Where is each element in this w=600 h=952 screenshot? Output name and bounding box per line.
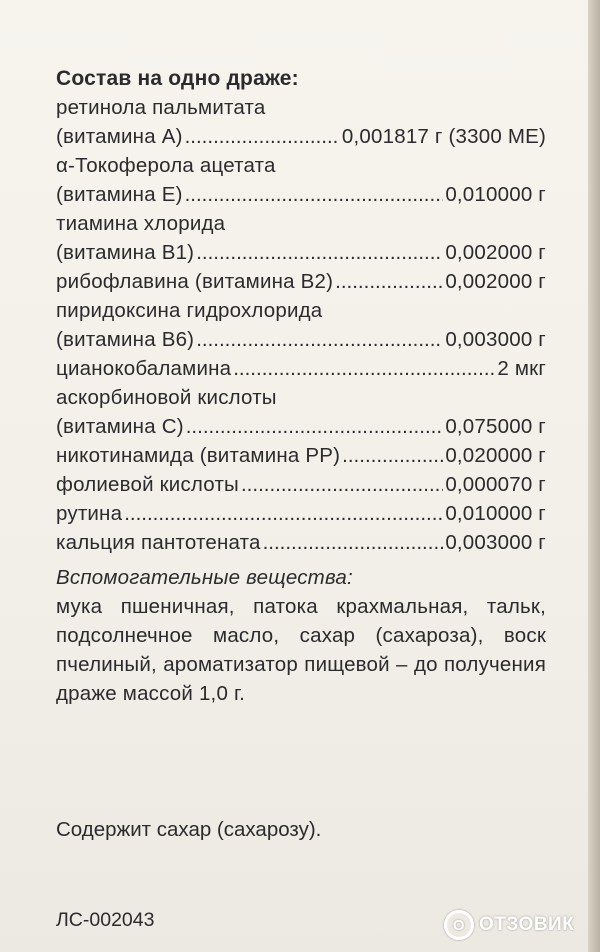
ingredient-amount: 0,002000 г — [445, 270, 546, 293]
ingredient-amount: 0,010000 г — [445, 502, 546, 525]
otzovik-logo-icon: О — [444, 910, 474, 940]
ingredient-label: рибофлавина (витамина В2) — [56, 270, 334, 293]
ingredient-dose-line — [56, 122, 546, 151]
ingredient-list — [56, 93, 546, 557]
ingredient-amount: 0,075000 г — [445, 415, 546, 438]
excipients-title: Вспомогательные вещества: — [56, 566, 353, 589]
dot-leader — [342, 441, 443, 470]
dot-leader — [263, 528, 444, 557]
ingredient-label: фолиевой кислоты — [56, 473, 239, 496]
dot-leader — [335, 267, 443, 296]
ingredient-dose-line — [56, 412, 546, 441]
ingredient-name-line: тиамина хлорида — [56, 212, 226, 235]
ingredient-label: рутина — [56, 502, 123, 525]
ingredient-label: (витамина В1) — [56, 241, 195, 264]
ingredient-label: никотинамида (витамина РР) — [56, 444, 341, 467]
composition-heading: Состав на одно драже: — [56, 67, 299, 90]
ingredient-amount: 2 мкг — [497, 357, 546, 380]
ingredient-dose-line — [56, 499, 546, 528]
ingredient-dose-line — [56, 325, 546, 354]
otzovik-watermark — [444, 910, 574, 940]
dot-leader — [241, 470, 443, 499]
ingredient-dose-line — [56, 528, 546, 557]
ingredient-dose-line — [56, 470, 546, 499]
ingredient-label: (витамина В6) — [56, 328, 195, 351]
ingredient-amount: 0,000070 г — [445, 473, 546, 496]
ingredient-name-line: α-Токоферола ацетата — [56, 154, 276, 177]
ingredient-amount: 0,010000 г — [445, 183, 546, 206]
ingredient-label: цианокобаламина — [56, 357, 232, 380]
dot-leader — [124, 499, 443, 528]
sugar-note: Содержит сахар (сахарозу). — [56, 818, 322, 841]
composition-block — [56, 64, 546, 708]
watermark-text: ОТЗОВИК — [479, 914, 575, 935]
dot-leader — [233, 354, 495, 383]
ingredient-amount: 0,002000 г — [445, 241, 546, 264]
ingredient-amount: 0,003000 г — [445, 328, 546, 351]
ingredient-label: кальция пантотената — [56, 531, 261, 554]
ingredient-dose-line — [56, 354, 546, 383]
ingredient-dose-line — [56, 267, 546, 296]
dot-leader — [185, 122, 340, 151]
excipients-text: мука пшеничная, патока крахмальная, тальк, подсолнечное масло, сахар (сахароза), воск пчелиный, ароматизатор пищевой – до получения драже массой 1,0 г. — [56, 595, 546, 705]
ingredient-name-line: ретинола пальмитата — [56, 96, 266, 119]
ingredient-label: (витамина Е) — [56, 183, 183, 206]
ingredient-name-line: пиридоксина гидрохлорида — [56, 299, 323, 322]
license-number: ЛС-002043 — [56, 909, 155, 931]
ingredient-amount: 0,003000 г — [445, 531, 546, 554]
dot-leader — [185, 180, 444, 209]
ingredient-dose-line — [56, 238, 546, 267]
box-edge — [588, 0, 600, 952]
dot-leader — [196, 325, 443, 354]
ingredient-dose-line — [56, 441, 546, 470]
ingredient-amount: 0,020000 г — [445, 444, 546, 467]
ingredient-dose-line — [56, 180, 546, 209]
ingredient-amount: 0,001817 г (3300 МЕ) — [341, 125, 546, 148]
dot-leader — [196, 238, 443, 267]
ingredient-label: (витамина С) — [56, 415, 184, 438]
dot-leader — [186, 412, 444, 441]
ingredient-name-line: аскорбиновой кислоты — [56, 386, 277, 409]
ingredient-label: (витамина А) — [56, 125, 183, 148]
